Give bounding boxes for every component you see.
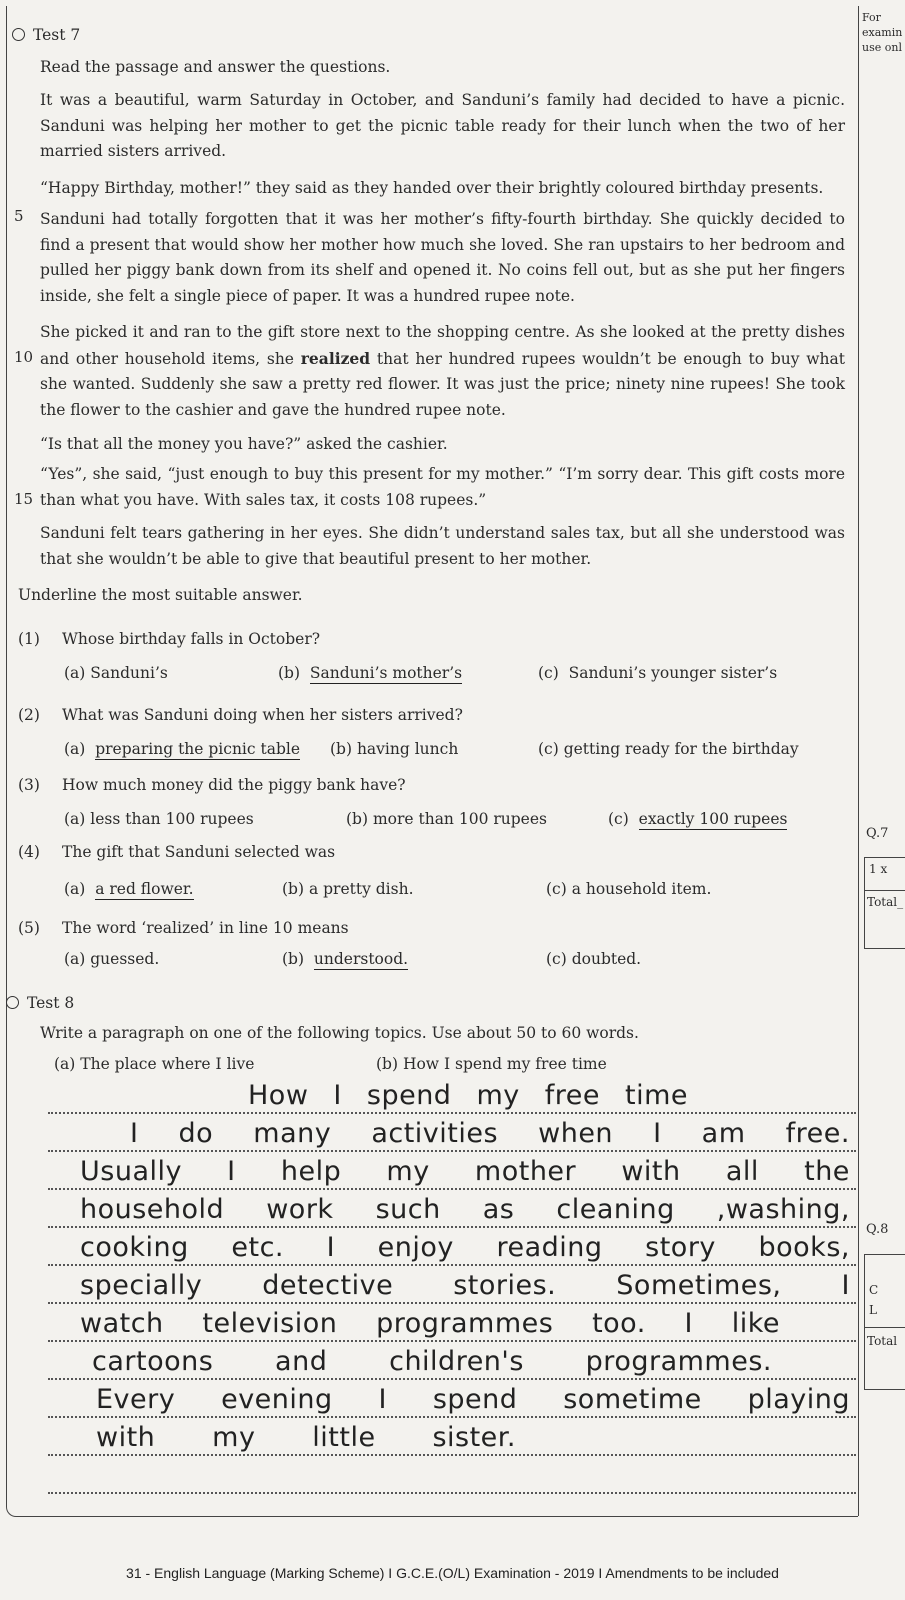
option-c[interactable]: (c) getting ready for the birthday: [538, 740, 799, 758]
test8-instruction: Write a paragraph on one of the following topics. Use about 50 to 60 words.: [40, 1024, 639, 1042]
option-b-underlined[interactable]: (b) understood.: [282, 950, 409, 968]
option-a[interactable]: (a) Sanduni’s: [64, 664, 168, 682]
test8-title: Test 8: [6, 994, 74, 1012]
option-c-underlined[interactable]: (c) exactly 100 rupees: [608, 810, 788, 828]
q8-mark-box: C L Total: [864, 1254, 905, 1390]
line-number: 5: [14, 207, 24, 225]
examiner-heading: For examin use onl: [862, 11, 903, 54]
option-a[interactable]: (a) less than 100 rupees: [64, 810, 254, 828]
option-b[interactable]: (b) more than 100 rupees: [346, 810, 547, 828]
writing-line: [48, 1264, 856, 1266]
handwritten-line: cartoons and children's programmes.: [92, 1346, 772, 1377]
q8-label: Q.8: [866, 1222, 889, 1237]
passage-paragraph-1: It was a beautiful, warm Saturday in October, and Sanduni’s family had decided to have a picnic. Sanduni was helping her mother to get the picnic table ready for their lunch when the two of her married sisters arrived.: [40, 91, 845, 160]
task-instruction: Underline the most suitable answer.: [18, 586, 303, 604]
test7-title: Test 7: [12, 26, 80, 44]
writing-line: [48, 1492, 856, 1494]
writing-line: [48, 1416, 856, 1418]
handwritten-line: watch television programmes too. I like: [80, 1308, 780, 1339]
topic-a: (a) The place where I live: [54, 1055, 255, 1073]
page-footer: 31 - English Language (Marking Scheme) I G.C.E.(O/L) Examination - 2019 I Amendments to be included: [126, 1565, 779, 1581]
q7-label: Q.7: [866, 826, 889, 841]
handwritten-line: cooking etc. I enjoy reading story books,: [80, 1232, 850, 1263]
bullet-circle-icon: [6, 996, 19, 1009]
line-number: 15: [14, 490, 34, 508]
q7-mark-box: 1 x Total_: [864, 857, 905, 949]
option-c[interactable]: (c) doubted.: [546, 950, 642, 968]
question-text: The word ‘realized’ in line 10 means: [62, 919, 349, 937]
handwritten-title: How I spend my free time: [248, 1080, 688, 1111]
passage-paragraph-7: Sanduni felt tears gathering in her eyes. She didn’t understand sales tax, but all she understood was that she wouldn’t be able to give that beautiful present to her mother.: [40, 524, 845, 568]
passage-paragraph-6: “Yes”, she said, “just enough to buy this present for my mother.” “I’m sorry dear. This gift costs more than what you have. With sales tax, it costs 108 rupees.”: [40, 465, 845, 509]
question-text: What was Sanduni doing when her sisters arrived?: [62, 706, 463, 724]
question-number: (1): [18, 630, 40, 648]
writing-line: [48, 1302, 856, 1304]
option-b[interactable]: (b) a pretty dish.: [282, 880, 414, 898]
topic-b: (b) How I spend my free time: [376, 1055, 607, 1073]
question-number: (4): [18, 843, 40, 861]
question-text: Whose birthday falls in October?: [62, 630, 321, 648]
handwritten-line: Usually I help my mother with all the: [80, 1156, 850, 1187]
option-b-underlined[interactable]: (b) Sanduni’s mother’s: [278, 664, 463, 682]
question-number: (5): [18, 919, 40, 937]
question-number: (3): [18, 776, 40, 794]
writing-line: [48, 1340, 856, 1342]
option-c[interactable]: (c) a household item.: [546, 880, 712, 898]
line-number: 10: [14, 348, 34, 366]
passage-paragraph-3: Sanduni had totally forgotten that it was her mother’s fifty-fourth birthday. She quickly decided to find a present that would show her mother how much she loved. She ran upstairs to her bedroom and pulled her piggy bank down from its shelf and opened it. No coins fell out, but as she put her fingers inside, she felt a single piece of paper. It was a hundred rupee note.: [40, 210, 845, 305]
option-a-underlined[interactable]: (a) a red flower.: [64, 880, 194, 898]
question-number: (2): [18, 706, 40, 724]
passage-paragraph-2: “Happy Birthday, mother!” they said as they handed over their brightly coloured birthday presents.: [40, 179, 824, 197]
writing-line: [48, 1112, 856, 1114]
test7-instruction: Read the passage and answer the questions.: [40, 58, 391, 76]
passage-paragraph-4: She picked it and ran to the gift store next to the shopping centre. As she looked at the pretty dishes and other household items, she realized that her hundred rupees wouldn’t be enough to buy what she wanted. Suddenly she saw a pretty red flower. It was just the price; ninety nine rupees! She took the flower to the cashier and gave the hundred rupee note.: [40, 323, 845, 419]
writing-line: [48, 1378, 856, 1380]
handwritten-line: with my little sister.: [96, 1422, 516, 1453]
handwritten-line: household work such as cleaning ,washing,: [80, 1194, 850, 1225]
passage-paragraph-5: “Is that all the money you have?” asked the cashier.: [40, 435, 448, 453]
writing-line: [48, 1150, 856, 1152]
question-text: The gift that Sanduni selected was: [62, 843, 336, 861]
option-c[interactable]: (c) Sanduni’s younger sister’s: [538, 664, 778, 682]
handwritten-line: I do many activities when I am free.: [130, 1118, 850, 1149]
writing-line: [48, 1188, 856, 1190]
writing-line: [48, 1454, 856, 1456]
handwritten-line: Every evening I spend sometime playing: [96, 1384, 850, 1415]
bullet-circle-icon: [12, 28, 25, 41]
writing-line: [48, 1226, 856, 1228]
option-a[interactable]: (a) guessed.: [64, 950, 160, 968]
option-a-underlined[interactable]: (a) preparing the picnic table: [64, 740, 301, 758]
question-text: How much money did the piggy bank have?: [62, 776, 406, 794]
handwritten-line: specially detective stories. Sometimes, I: [80, 1270, 850, 1301]
option-b[interactable]: (b) having lunch: [330, 740, 459, 758]
